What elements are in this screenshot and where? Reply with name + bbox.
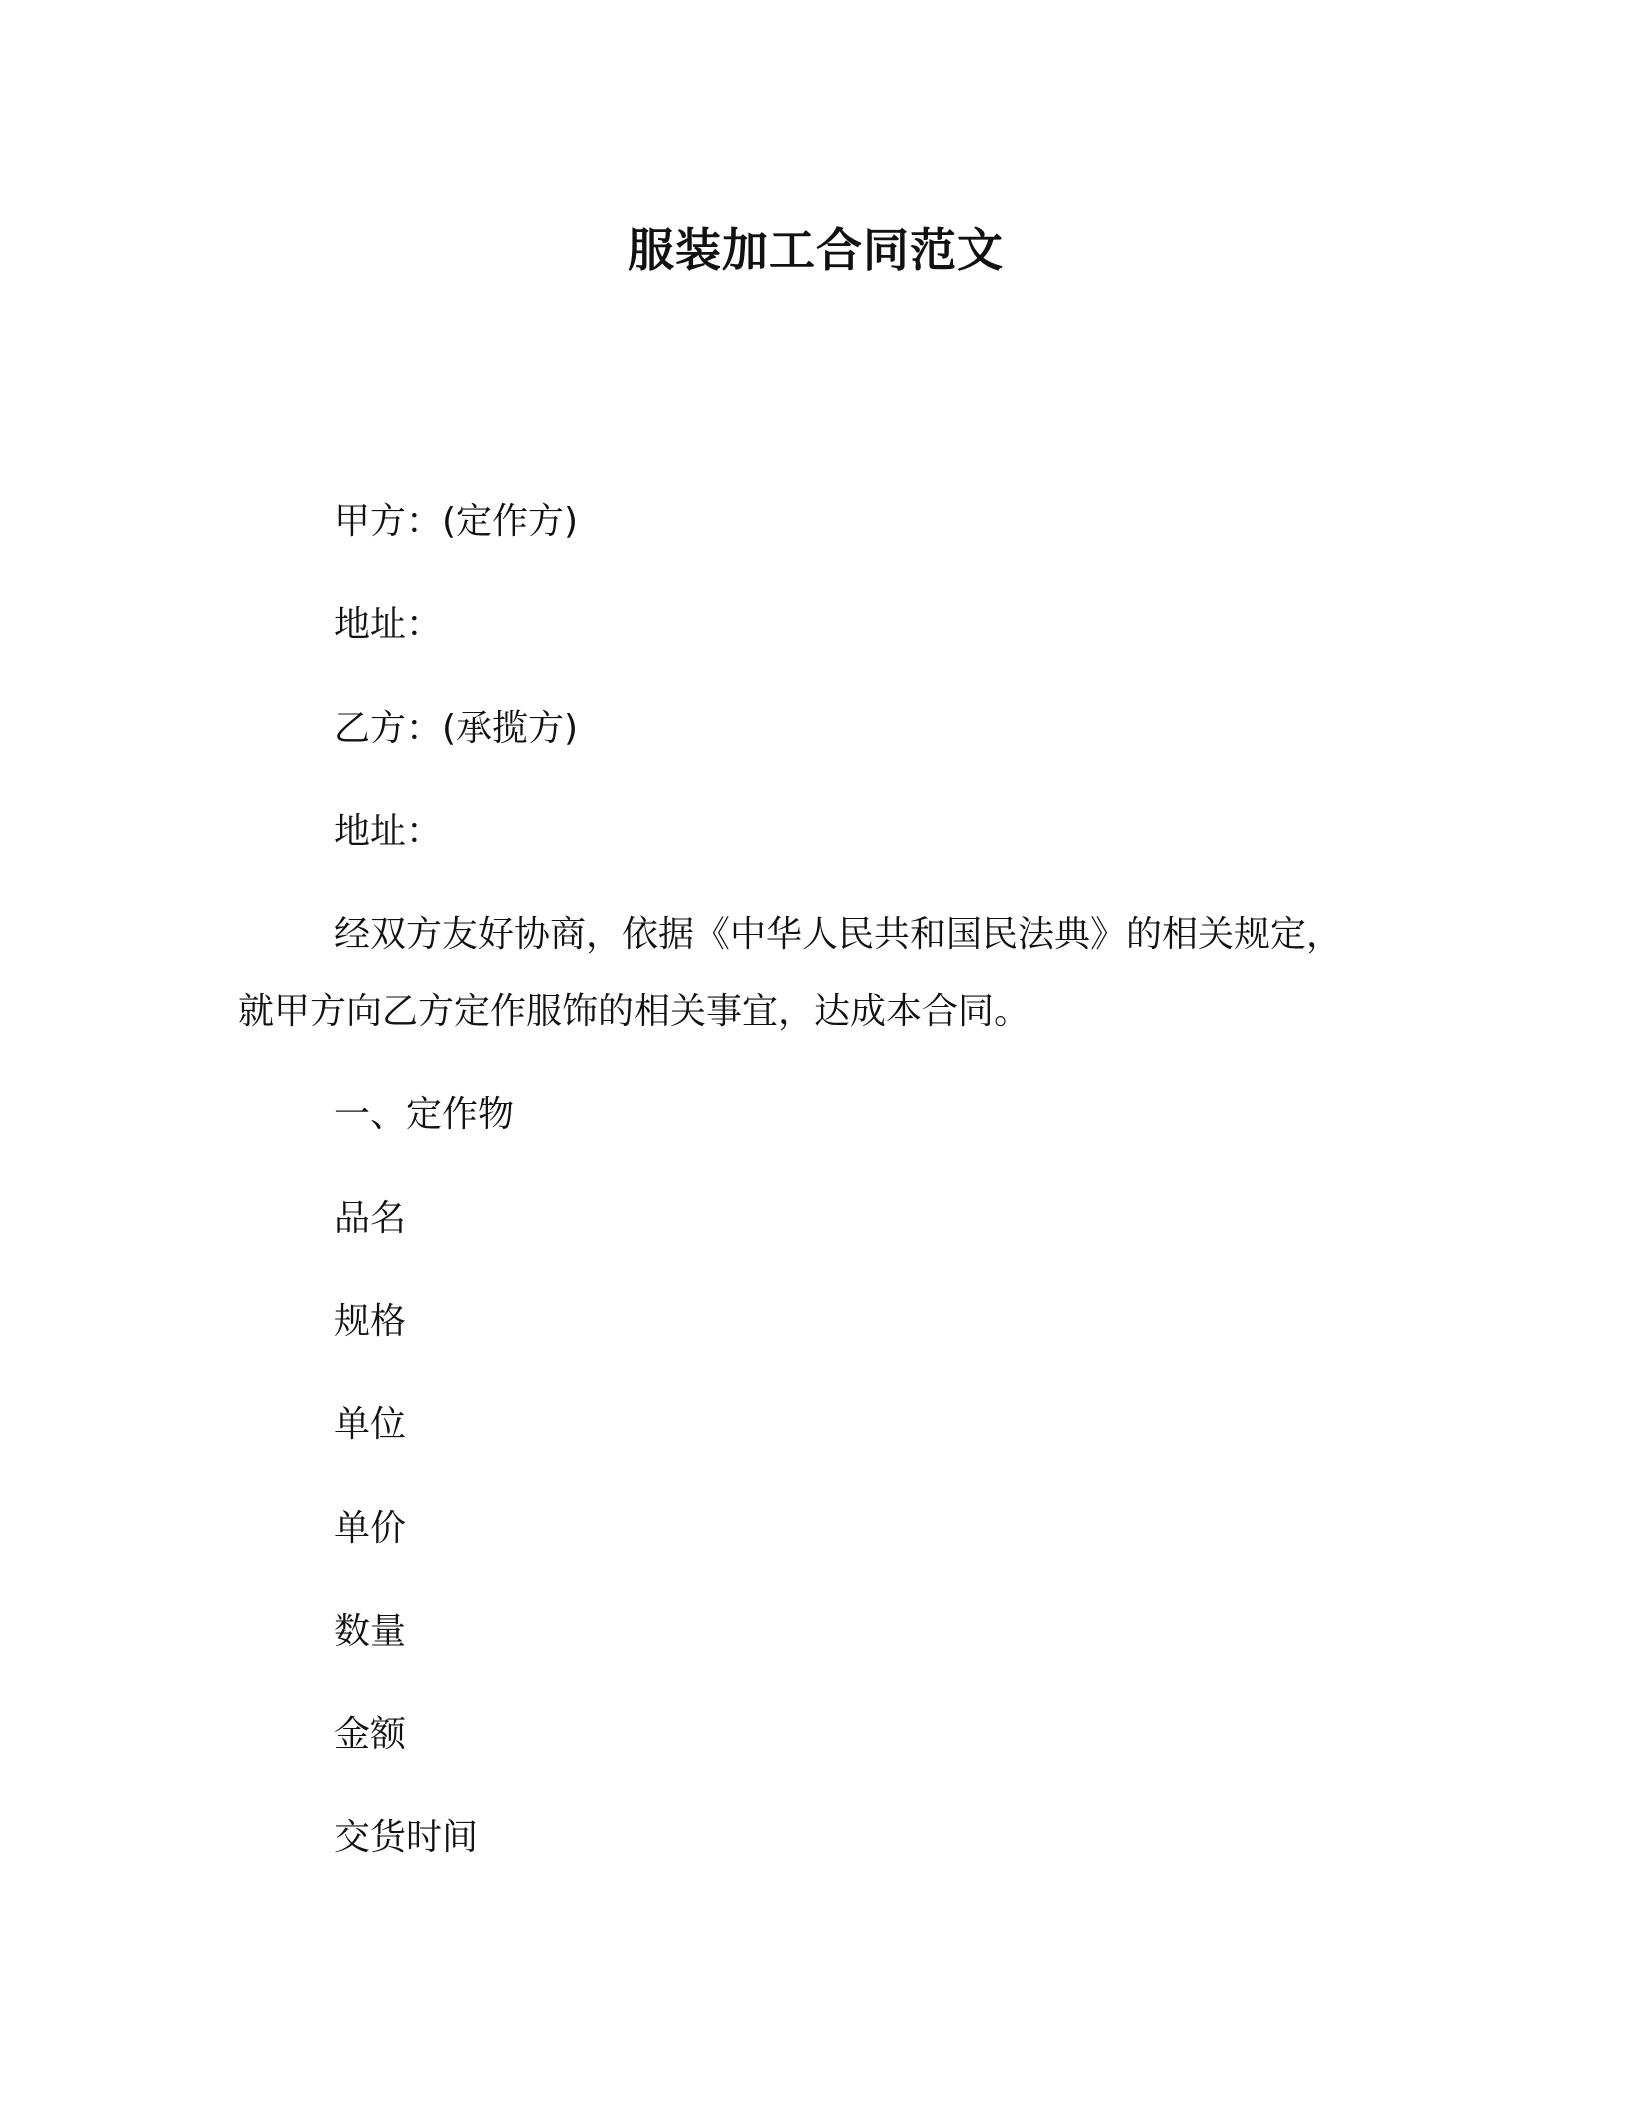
field-label-specification: 规格 bbox=[334, 1301, 407, 1342]
intro-paragraph-line-2: 就甲方向乙方定作服饰的相关事宜，达成本合同。 bbox=[238, 991, 1031, 1032]
party-a-address: 地址： bbox=[334, 604, 443, 645]
document-title: 服装加工合同范文 bbox=[628, 223, 1004, 277]
party-b-line: 乙方：(承揽方) bbox=[334, 708, 579, 749]
section-heading-1: 一、定作物 bbox=[334, 1094, 515, 1135]
field-label-quantity: 数量 bbox=[334, 1611, 407, 1652]
party-a-line: 甲方：(定作方) bbox=[334, 501, 579, 542]
field-label-delivery-time: 交货时间 bbox=[334, 1817, 479, 1858]
field-label-unit-price: 单价 bbox=[334, 1508, 407, 1549]
intro-paragraph-line-1: 经双方友好协商，依据《中华人民共和国民法典》的相关规定， bbox=[334, 914, 1343, 955]
field-label-amount: 金额 bbox=[334, 1714, 407, 1755]
field-label-product-name: 品名 bbox=[334, 1198, 407, 1239]
field-label-unit: 单位 bbox=[334, 1404, 407, 1445]
party-b-address: 地址： bbox=[334, 811, 443, 852]
